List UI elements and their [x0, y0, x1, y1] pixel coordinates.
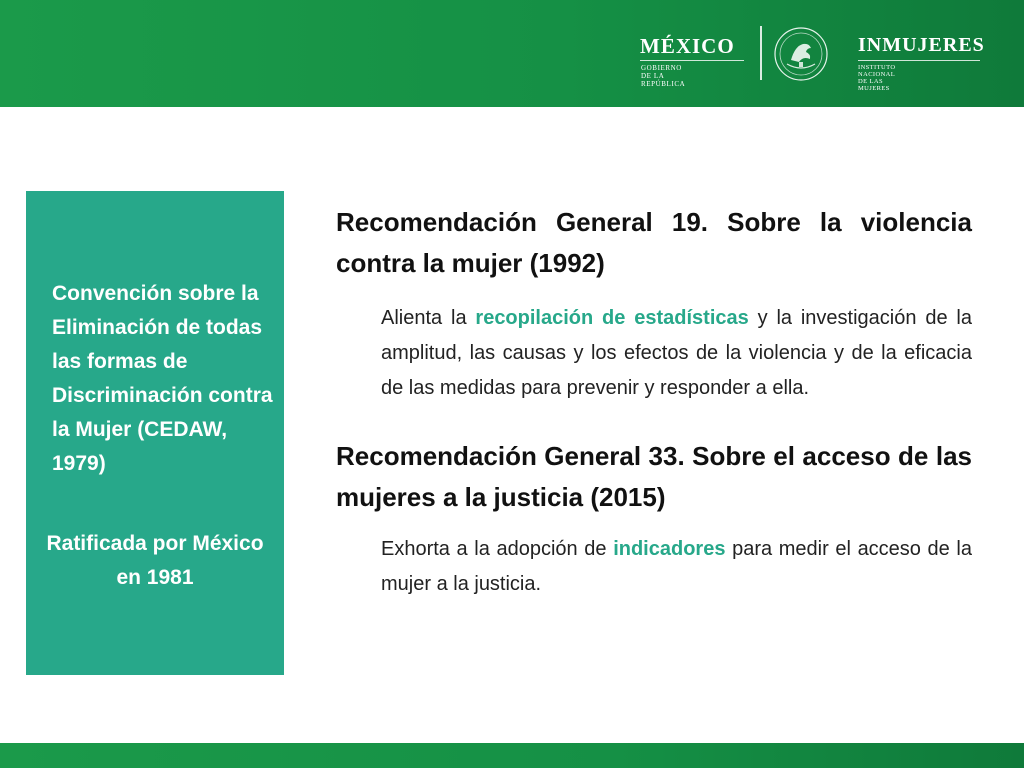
mexico-seal-icon — [773, 26, 829, 82]
mexico-logo-rule — [640, 60, 744, 61]
recommendations-content — [336, 202, 972, 602]
inmujeres-logo-name: INMUJERES — [858, 34, 985, 56]
cedaw-title: Convención sobre la Eliminación de todas las formas de Discriminación contra la Mujer (CEDAW, 1979) — [52, 282, 273, 475]
logo-divider — [760, 26, 762, 80]
recommendation-33-highlight: indicadores — [613, 538, 726, 560]
recommendation-19-body-start: Alienta la — [381, 307, 476, 329]
inmujeres-logo-subtitle: INSTITUTO NACIONAL DE LAS MUJERES — [858, 64, 896, 92]
mexico-logo-subtitle: GOBIERNO DE LA REPÚBLICA — [641, 64, 686, 88]
recommendation-33-body-end: para medir el acceso de la mujer a la justicia. — [381, 538, 972, 595]
cedaw-side-panel — [26, 191, 284, 675]
recommendation-33-body-start: Exhorta a la adopción de — [381, 538, 614, 560]
recommendation-19-body — [381, 301, 972, 406]
header-band — [0, 0, 1024, 107]
inmujeres-logo-rule — [858, 60, 980, 61]
recommendation-19-body-end: y la investigación de la amplitud, las causas y los efectos de la violencia y de la eficacia de las medidas para prevenir y responder a ella. — [381, 307, 972, 399]
recommendation-19-heading: Recomendación General 19. Sobre la violencia contra la mujer (1992) — [336, 207, 972, 278]
ratification-note: Ratificada por México en 1981 — [46, 532, 264, 589]
recommendation-19-highlight: recopilación de estadísticas — [475, 307, 749, 329]
recommendation-33-body — [381, 532, 972, 602]
recommendation-33-heading: Recomendación General 33. Sobre el acceso de las mujeres a la justicia (2015) — [336, 441, 972, 512]
mexico-logo-name: MÉXICO — [640, 34, 735, 58]
footer-band — [0, 743, 1024, 768]
